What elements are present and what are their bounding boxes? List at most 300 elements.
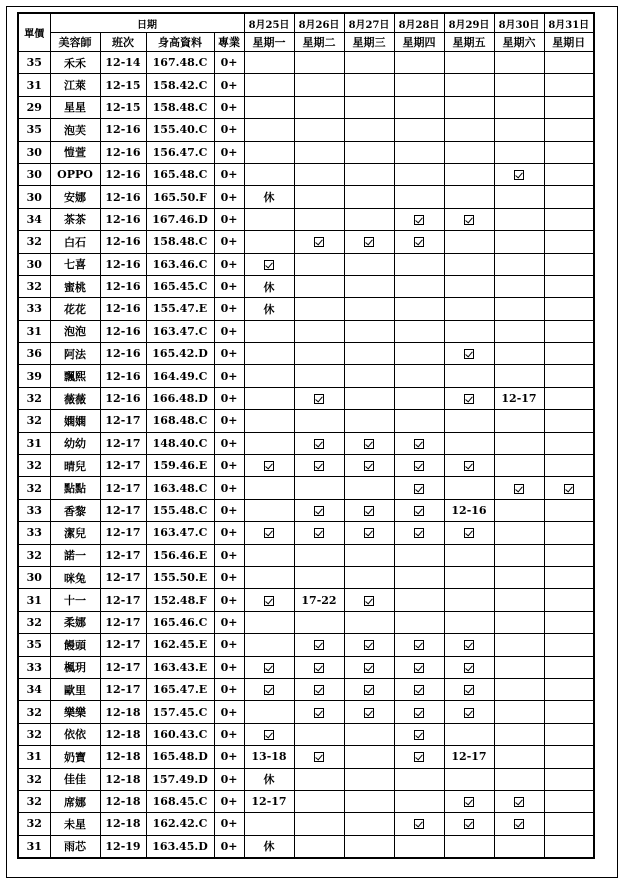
day-cell	[244, 589, 294, 611]
specialty-cell: 0+	[214, 186, 244, 208]
day-cell	[244, 522, 294, 544]
checkbox-checked-icon	[414, 528, 424, 538]
specialty-cell: 0+	[214, 544, 244, 566]
specialty-cell: 0+	[214, 96, 244, 118]
day-cell	[494, 566, 544, 588]
day-cell	[244, 611, 294, 633]
specialty-cell: 0+	[214, 74, 244, 96]
size-cell: 164.49.C	[146, 365, 214, 387]
day-cell	[344, 746, 394, 768]
day-cell	[294, 477, 344, 499]
day-note: 13-18	[251, 750, 287, 764]
day-cell	[394, 163, 444, 185]
class-cell: 12-16	[100, 253, 146, 275]
class-cell: 12-16	[100, 387, 146, 409]
day-cell	[344, 343, 394, 365]
specialty-cell: 0+	[214, 566, 244, 588]
day-cell	[544, 186, 594, 208]
specialty-cell: 0+	[214, 119, 244, 141]
day-cell	[294, 589, 344, 611]
day-cell	[394, 589, 444, 611]
price-cell: 32	[18, 768, 50, 790]
day-cell	[544, 119, 594, 141]
day-cell	[394, 656, 444, 678]
day-cell	[344, 208, 394, 230]
checkbox-checked-icon	[464, 394, 474, 404]
stylist-cell: OPPO	[50, 163, 100, 185]
size-cell: 157.45.C	[146, 701, 214, 723]
day-cell	[494, 365, 544, 387]
day-cell	[444, 768, 494, 790]
class-cell: 12-17	[100, 566, 146, 588]
size-cell: 155.47.E	[146, 298, 214, 320]
day-cell	[494, 499, 544, 521]
specialty-cell: 0+	[214, 477, 244, 499]
day-cell	[244, 432, 294, 454]
day-cell	[244, 701, 294, 723]
table-row	[18, 544, 594, 566]
day-note: 17-22	[301, 593, 337, 607]
day-cell	[394, 432, 444, 454]
specialty-cell: 0+	[214, 410, 244, 432]
day-cell	[294, 611, 344, 633]
specialty-cell: 0+	[214, 141, 244, 163]
size-cell: 163.45.D	[146, 835, 214, 858]
day-cell	[344, 701, 394, 723]
day-cell	[294, 678, 344, 700]
day-cell	[394, 74, 444, 96]
day-cell	[394, 790, 444, 812]
table-row	[18, 723, 594, 745]
day-cell	[544, 74, 594, 96]
day-cell	[494, 813, 544, 835]
day-cell	[294, 746, 344, 768]
checkbox-checked-icon	[414, 484, 424, 494]
checkbox-checked-icon	[364, 528, 374, 538]
day-cell	[244, 790, 294, 812]
day-cell	[294, 298, 344, 320]
table-row	[18, 656, 594, 678]
stylist-cell: 泡芙	[50, 119, 100, 141]
size-cell: 162.42.C	[146, 813, 214, 835]
day-cell	[244, 410, 294, 432]
checkbox-checked-icon	[414, 237, 424, 247]
day-cell	[394, 119, 444, 141]
day-cell	[544, 163, 594, 185]
day-cell	[244, 835, 294, 858]
day-cell	[244, 813, 294, 835]
day-cell	[294, 455, 344, 477]
day-cell	[544, 141, 594, 163]
stylist-cell: 奶寶	[50, 746, 100, 768]
class-cell: 12-16	[100, 231, 146, 253]
price-cell: 39	[18, 365, 50, 387]
specialty-cell: 0+	[214, 790, 244, 812]
checkbox-checked-icon	[414, 819, 424, 829]
day-cell	[294, 701, 344, 723]
day-cell	[344, 499, 394, 521]
day-note: 休	[263, 280, 275, 294]
day-cell	[444, 119, 494, 141]
day-cell	[294, 52, 344, 74]
day-cell	[344, 298, 394, 320]
specialty-cell: 0+	[214, 253, 244, 275]
checkbox-checked-icon	[464, 215, 474, 225]
schedule-table	[17, 12, 595, 859]
price-cell: 30	[18, 141, 50, 163]
day-cell	[244, 96, 294, 118]
day-cell	[394, 678, 444, 700]
table-row	[18, 231, 594, 253]
checkbox-checked-icon	[314, 685, 324, 695]
day-cell	[244, 634, 294, 656]
day-cell	[244, 499, 294, 521]
class-cell: 12-18	[100, 813, 146, 835]
table-row	[18, 477, 594, 499]
day-cell	[494, 96, 544, 118]
day-cell	[244, 477, 294, 499]
checkbox-checked-icon	[314, 708, 324, 718]
table-row	[18, 365, 594, 387]
day-cell	[544, 678, 594, 700]
day-cell	[544, 410, 594, 432]
table-row	[18, 320, 594, 342]
day-cell	[544, 365, 594, 387]
stylist-cell: 幼幼	[50, 432, 100, 454]
price-cell: 32	[18, 544, 50, 566]
price-cell: 35	[18, 634, 50, 656]
day-cell	[494, 141, 544, 163]
stylist-cell: 歐里	[50, 678, 100, 700]
checkbox-checked-icon	[414, 685, 424, 695]
stylist-cell: 蜜桃	[50, 275, 100, 297]
price-cell: 32	[18, 410, 50, 432]
checkbox-checked-icon	[464, 640, 474, 650]
day-cell	[294, 544, 344, 566]
specialty-cell: 0+	[214, 320, 244, 342]
checkbox-checked-icon	[514, 819, 524, 829]
day-cell	[494, 768, 544, 790]
day-cell	[544, 701, 594, 723]
size-cell: 163.46.C	[146, 253, 214, 275]
size-cell: 165.46.C	[146, 611, 214, 633]
table-row	[18, 275, 594, 297]
day-cell	[344, 432, 394, 454]
checkbox-checked-icon	[314, 640, 324, 650]
day-cell	[244, 723, 294, 745]
table-row	[18, 701, 594, 723]
class-cell: 12-17	[100, 634, 146, 656]
class-cell: 12-15	[100, 96, 146, 118]
day-cell	[494, 320, 544, 342]
day-note: 12-17	[451, 750, 487, 764]
day-cell	[494, 74, 544, 96]
day-cell	[444, 813, 494, 835]
stylist-cell: 嫻嫻	[50, 410, 100, 432]
day-cell	[394, 387, 444, 409]
day-cell	[444, 566, 494, 588]
day-cell	[394, 499, 444, 521]
day-cell	[544, 522, 594, 544]
day-cell	[344, 477, 394, 499]
day-cell	[444, 589, 494, 611]
checkbox-checked-icon	[414, 215, 424, 225]
day-cell	[494, 253, 544, 275]
day-cell	[494, 589, 544, 611]
checkbox-checked-icon	[464, 461, 474, 471]
stylist-cell: 飄熙	[50, 365, 100, 387]
size-cell: 165.48.C	[146, 163, 214, 185]
day-cell	[394, 141, 444, 163]
day-cell	[544, 455, 594, 477]
day-cell	[244, 566, 294, 588]
price-cell: 34	[18, 678, 50, 700]
day-cell	[244, 298, 294, 320]
day-cell	[494, 835, 544, 858]
day-cell	[444, 298, 494, 320]
day-cell	[344, 790, 394, 812]
day-cell	[444, 96, 494, 118]
day-cell	[544, 544, 594, 566]
day-cell	[494, 611, 544, 633]
checkbox-checked-icon	[564, 484, 574, 494]
table-row	[18, 835, 594, 858]
size-cell: 167.46.D	[146, 208, 214, 230]
day-cell	[544, 746, 594, 768]
class-cell: 12-16	[100, 186, 146, 208]
size-header: 身高資料	[146, 33, 214, 52]
class-cell: 12-16	[100, 275, 146, 297]
stylist-cell: 阿法	[50, 343, 100, 365]
day-cell	[344, 634, 394, 656]
table-row	[18, 589, 594, 611]
day-cell	[394, 522, 444, 544]
day-cell	[544, 656, 594, 678]
checkbox-checked-icon	[314, 528, 324, 538]
day-cell	[444, 477, 494, 499]
day-cell	[394, 566, 444, 588]
specialty-cell: 0+	[214, 746, 244, 768]
size-cell: 158.48.C	[146, 231, 214, 253]
day-cell	[344, 74, 394, 96]
day-cell	[494, 634, 544, 656]
size-cell: 163.48.C	[146, 477, 214, 499]
class-cell: 12-18	[100, 723, 146, 745]
table-row	[18, 813, 594, 835]
day-cell	[344, 253, 394, 275]
size-cell: 152.48.F	[146, 589, 214, 611]
date-col-3: 8月27日	[344, 13, 394, 33]
size-cell: 157.49.D	[146, 768, 214, 790]
day-cell	[344, 589, 394, 611]
class-cell: 12-18	[100, 768, 146, 790]
class-cell: 12-16	[100, 141, 146, 163]
price-cell: 33	[18, 522, 50, 544]
day-cell	[494, 298, 544, 320]
checkbox-checked-icon	[314, 752, 324, 762]
checkbox-checked-icon	[414, 439, 424, 449]
stylist-cell: 江萊	[50, 74, 100, 96]
class-cell: 12-16	[100, 343, 146, 365]
class-cell: 12-19	[100, 835, 146, 858]
day-cell	[544, 723, 594, 745]
specialty-cell: 0+	[214, 499, 244, 521]
class-header: 班次	[100, 33, 146, 52]
day-cell	[444, 410, 494, 432]
day-cell	[444, 634, 494, 656]
specialty-cell: 0+	[214, 432, 244, 454]
date-col-4: 8月28日	[394, 13, 444, 33]
table-row	[18, 634, 594, 656]
table-row	[18, 141, 594, 163]
day-cell	[344, 566, 394, 588]
size-cell: 155.40.C	[146, 119, 214, 141]
day-cell	[544, 208, 594, 230]
day-cell	[344, 611, 394, 633]
specialty-cell: 0+	[214, 768, 244, 790]
price-cell: 35	[18, 119, 50, 141]
day-cell	[394, 835, 444, 858]
day-note: 休	[263, 302, 275, 316]
day-cell	[394, 275, 444, 297]
day-cell	[394, 410, 444, 432]
table-row	[18, 163, 594, 185]
weekday-fri: 星期五	[444, 33, 494, 52]
class-cell: 12-17	[100, 678, 146, 700]
day-cell	[244, 678, 294, 700]
size-cell: 168.48.C	[146, 410, 214, 432]
stylist-cell: 星星	[50, 96, 100, 118]
table-row	[18, 119, 594, 141]
day-cell	[444, 544, 494, 566]
size-cell: 165.42.D	[146, 343, 214, 365]
price-cell: 31	[18, 74, 50, 96]
stylist-cell: 楓玥	[50, 656, 100, 678]
day-cell	[344, 141, 394, 163]
day-cell	[294, 566, 344, 588]
day-cell	[294, 119, 344, 141]
day-cell	[294, 163, 344, 185]
price-cell: 32	[18, 275, 50, 297]
day-note: 12-17	[251, 795, 287, 809]
price-cell: 29	[18, 96, 50, 118]
specialty-cell: 0+	[214, 208, 244, 230]
day-cell	[394, 746, 444, 768]
class-cell: 12-17	[100, 589, 146, 611]
checkbox-checked-icon	[364, 506, 374, 516]
day-cell	[494, 343, 544, 365]
day-cell	[294, 835, 344, 858]
table-row	[18, 790, 594, 812]
day-cell	[244, 186, 294, 208]
class-cell: 12-17	[100, 432, 146, 454]
day-cell	[544, 320, 594, 342]
class-cell: 12-18	[100, 746, 146, 768]
day-cell	[294, 186, 344, 208]
class-cell: 12-16	[100, 163, 146, 185]
size-cell: 165.48.D	[146, 746, 214, 768]
day-cell	[294, 208, 344, 230]
table-row	[18, 455, 594, 477]
day-cell	[494, 678, 544, 700]
day-cell	[294, 790, 344, 812]
day-cell	[444, 52, 494, 74]
price-cell: 32	[18, 455, 50, 477]
class-cell: 12-17	[100, 499, 146, 521]
table-row	[18, 298, 594, 320]
day-cell	[444, 208, 494, 230]
date-col-1: 8月25日	[244, 13, 294, 33]
day-cell	[294, 432, 344, 454]
day-cell	[244, 163, 294, 185]
table-row	[18, 253, 594, 275]
class-cell: 12-17	[100, 611, 146, 633]
day-cell	[544, 611, 594, 633]
day-cell	[244, 746, 294, 768]
price-cell: 31	[18, 746, 50, 768]
day-cell	[244, 119, 294, 141]
checkbox-checked-icon	[514, 170, 524, 180]
checkbox-checked-icon	[264, 528, 274, 538]
stylist-cell: 樂樂	[50, 701, 100, 723]
weekday-thu: 星期四	[394, 33, 444, 52]
checkbox-checked-icon	[464, 663, 474, 673]
specialty-cell: 0+	[214, 634, 244, 656]
day-cell	[494, 432, 544, 454]
day-cell	[294, 813, 344, 835]
day-cell	[544, 477, 594, 499]
stylist-cell: 諾一	[50, 544, 100, 566]
day-cell	[444, 74, 494, 96]
table-row	[18, 678, 594, 700]
price-cell: 33	[18, 499, 50, 521]
day-cell	[494, 163, 544, 185]
table-row	[18, 186, 594, 208]
day-cell	[494, 723, 544, 745]
size-cell: 159.46.E	[146, 455, 214, 477]
table-row	[18, 499, 594, 521]
day-cell	[394, 208, 444, 230]
day-cell	[344, 410, 394, 432]
checkbox-checked-icon	[364, 640, 374, 650]
checkbox-checked-icon	[364, 439, 374, 449]
stylist-cell: 七喜	[50, 253, 100, 275]
day-cell	[494, 275, 544, 297]
day-cell	[294, 74, 344, 96]
day-cell	[394, 634, 444, 656]
size-cell: 163.47.C	[146, 522, 214, 544]
size-cell: 160.43.C	[146, 723, 214, 745]
checkbox-checked-icon	[314, 394, 324, 404]
specialty-cell: 0+	[214, 701, 244, 723]
stylist-cell: 安娜	[50, 186, 100, 208]
class-cell: 12-16	[100, 119, 146, 141]
checkbox-checked-icon	[414, 506, 424, 516]
day-cell	[394, 611, 444, 633]
day-cell	[244, 387, 294, 409]
stylist-cell: 依依	[50, 723, 100, 745]
specialty-cell: 0+	[214, 387, 244, 409]
day-cell	[244, 74, 294, 96]
day-cell	[494, 231, 544, 253]
day-cell	[344, 163, 394, 185]
checkbox-checked-icon	[364, 708, 374, 718]
checkbox-checked-icon	[264, 596, 274, 606]
day-cell	[294, 253, 344, 275]
checkbox-checked-icon	[314, 439, 324, 449]
day-note: 休	[263, 191, 275, 205]
table-row	[18, 208, 594, 230]
